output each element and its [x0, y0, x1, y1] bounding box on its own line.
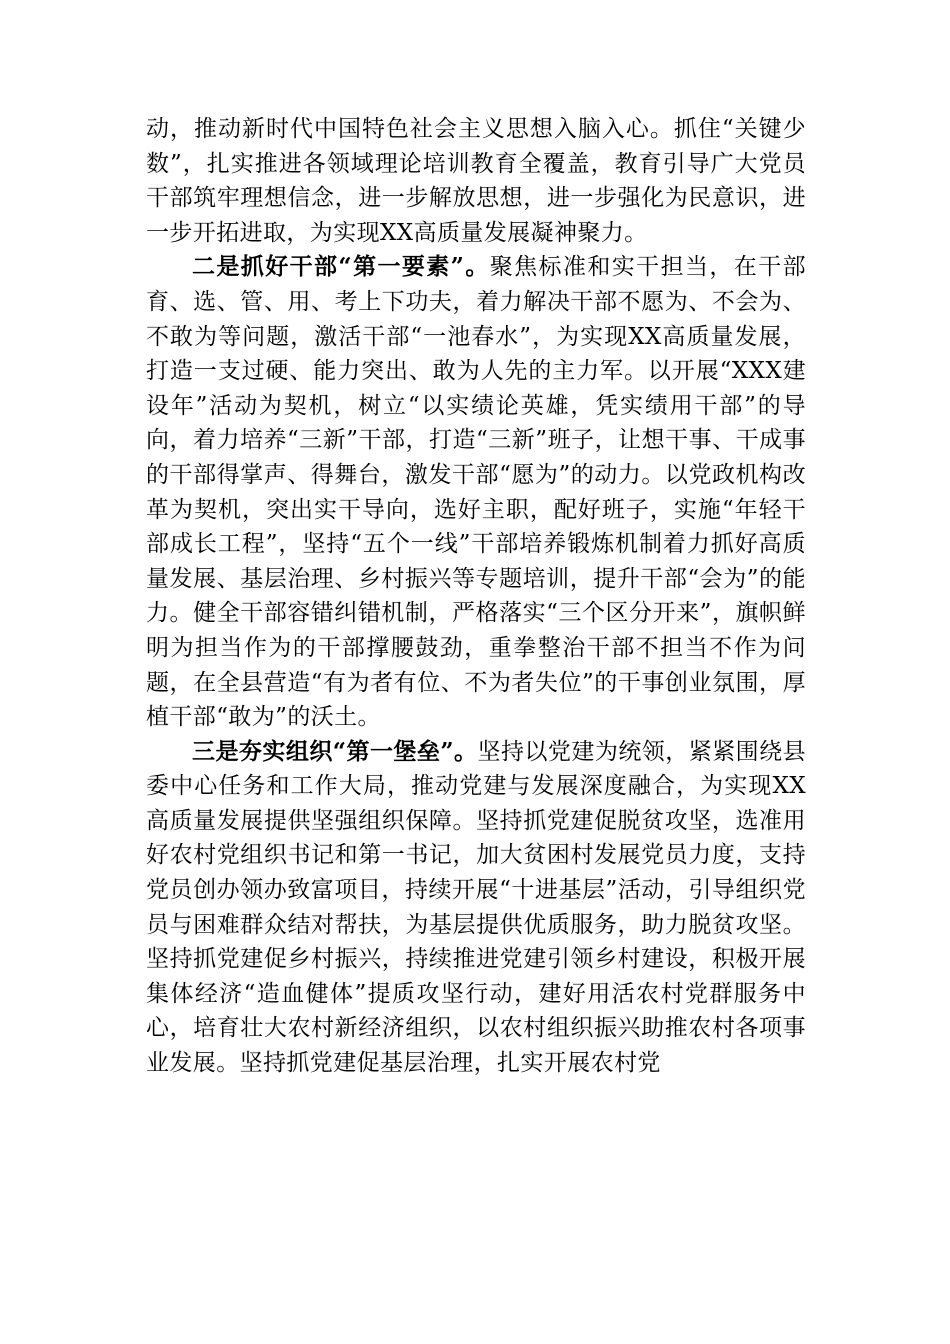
- paragraph-text: 动，推动新时代中国特色社会主义思想入脑入心。抓住“关键少数”，扎实推进各领域理论培训教育全覆盖，教育引导广大党员干部筑牢理想信念，进一步解放思想，进一步强化为民意识，进一步开拓进取，为实现XX高质量发展凝神聚力。: [146, 116, 806, 246]
- paragraph-organization: [146, 735, 806, 1081]
- paragraph-continuation: [146, 112, 806, 250]
- paragraph-heading: 二是抓好干部“第一要素”。: [192, 253, 490, 281]
- paragraph-cadres: [146, 250, 806, 734]
- paragraph-text: 坚持以党建为统领，紧紧围绕县委中心任务和工作大局，推动党建与发展深度融合，为实现XX高质量发展提供坚强组织保障。坚持抓党建促脱贫攻坚，选准用好农村党组织书记和第一书记，加大贫困村发展党员力度，支持党员创办领办致富项目，持续开展“十进基层”活动，引导组织党员与困难群众结对帮扶，为基层提供优质服务，助力脱贫攻坚。坚持抓党建促乡村振兴，持续推进党建引领乡村建设，积极开展集体经济“造血健体”提质攻坚行动，建好用活农村党群服务中心，培育壮大农村新经济组织，以农村组织振兴助推农村各项事业发展。坚持抓党建促基层治理，扎实开展农村党: [146, 738, 806, 1077]
- document-page: [146, 112, 806, 1081]
- paragraph-text: 聚焦标准和实干担当，在干部育、选、管、用、考上下功夫，着力解决干部不愿为、不会为、不敢为等问题，激活干部“一池春水”，为实现XX高质量发展，打造一支过硬、能力突出、敢为人先的主力军。以开展“XXX建设年”活动为契机，树立“以实绩论英雄，凭实绩用干部”的导向，着力培养“三新”干部，打造“三新”班子，让想干事、干成事的干部得掌声、得舞台，激发干部“愿为”的动力。以党政机构改革为契机，突出实干导向，选好主职，配好班子，实施“年轻干部成长工程”，坚持“五个一线”干部培养锻炼机制着力抓好高质量发展、基层治理、乡村振兴等专题培训，提升干部“会为”的能力。健全干部容错纠错机制，严格落实“三个区分开来”，旗帜鲜明为担当作为的干部撑腰鼓劲，重拳整治干部不担当不作为问题，在全县营造“有为者有位、不为者失位”的干事创业氛围，厚植干部“敢为”的沃土。: [146, 254, 806, 731]
- paragraph-heading: 三是夯实组织“第一堡垒”。: [192, 737, 478, 765]
